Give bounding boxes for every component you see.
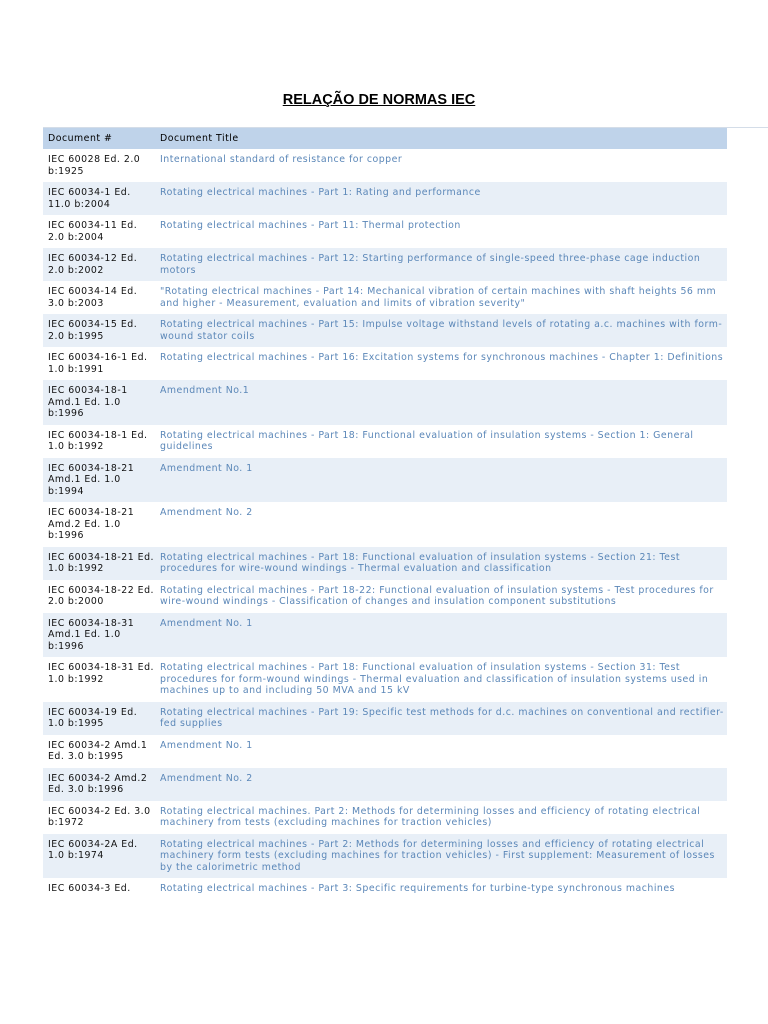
document-number: IEC 60034-19 Ed. 1.0 b:1995 — [43, 702, 155, 735]
document-title-link[interactable]: Rotating electrical machines - Part 19: Specific test methods for d.c. machines on conventional and rectifier-fed supplies — [155, 702, 727, 735]
iec-standards-table — [43, 128, 727, 900]
table-row — [43, 702, 727, 735]
table-row — [43, 613, 727, 658]
document-number: IEC 60034-15 Ed. 2.0 b:1995 — [43, 314, 155, 347]
document-title-link[interactable]: Amendment No. 1 — [155, 613, 727, 658]
document-number: IEC 60034-12 Ed. 2.0 b:2002 — [43, 248, 155, 281]
page-title: RELAÇÃO DE NORMAS IEC — [282, 92, 476, 108]
document-title-link[interactable]: Amendment No. 2 — [160, 507, 253, 518]
document-title-link[interactable]: Rotating electrical machines - Part 18: Functional evaluation of insulation systems - Section 21: Test procedures for wire-wound windings - Thermal evaluation and classification — [155, 547, 727, 580]
document-title-link[interactable]: Rotating electrical machines - Part 3: Specific requirements for turbine-type synchronous machines — [160, 883, 676, 894]
document-number: IEC 60034-1 Ed. 11.0 b:2004 — [43, 182, 155, 215]
document-title-link[interactable]: Rotating electrical machines - Part 11: Thermal protection — [160, 220, 461, 231]
table-row — [43, 580, 727, 613]
document-number: IEC 60034-18-22 Ed. 2.0 b:2000 — [48, 584, 154, 607]
table-row — [43, 281, 727, 314]
document-number: IEC 60034-2 Amd.1 Ed. 3.0 b:1995 — [48, 739, 148, 762]
table-row — [43, 215, 727, 248]
table-row — [43, 834, 727, 879]
document-number: IEC 60034-18-31 Amd.1 Ed. 1.0 b:1996 — [43, 613, 155, 658]
document-title-link[interactable]: Rotating electrical machines - Part 18: Functional evaluation of insulation systems - Section 31: Test procedures for form-wound windings - Thermal evaluation and classification of insulation systems used in machines up to and including 50 MVA and 15 kV — [160, 662, 709, 696]
document-title-link[interactable]: Rotating electrical machines. Part 2: Methods for determining losses and efficiency of rotating electrical machinery from tests (excluding machines for traction vehicles) — [160, 805, 701, 828]
document-title-link[interactable]: International standard of resistance for copper — [160, 154, 403, 165]
table-row — [43, 347, 727, 380]
table-row — [43, 657, 727, 702]
document-title-link[interactable]: Rotating electrical machines - Part 1: Rating and performance — [155, 182, 727, 215]
document-number: IEC 60034-2 Amd.2 Ed. 3.0 b:1996 — [43, 768, 155, 801]
document-number: IEC 60034-14 Ed. 3.0 b:2003 — [48, 286, 138, 309]
document-title-link[interactable]: Rotating electrical machines - Part 18-22: Functional evaluation of insulation systems - Test procedures for wire-wound windings - Classification of changes and insulation component substitutions — [160, 584, 714, 607]
document-title-link[interactable]: Rotating electrical machines - Part 15: Impulse voltage withstand levels of rotating a.c. machines with form-wound stator coils — [155, 314, 727, 347]
table-row — [43, 502, 727, 547]
document-title-link[interactable]: Rotating electrical machines - Part 16: Excitation systems for synchronous machines - Chapter 1: Definitions — [160, 352, 724, 363]
document-title-link[interactable]: Amendment No.1 — [155, 380, 727, 425]
document-title-link[interactable]: Amendment No. 1 — [155, 458, 727, 503]
table-header-row — [43, 128, 727, 149]
document-number: IEC 60034-18-1 Amd.1 Ed. 1.0 b:1996 — [43, 380, 155, 425]
table-row — [43, 547, 727, 580]
table-row — [43, 878, 727, 900]
document-number: IEC 60034-18-21 Ed. 1.0 b:1992 — [43, 547, 155, 580]
document-number: IEC 60034-2 Ed. 3.0 b:1972 — [48, 805, 151, 828]
document-number: IEC 60034-3 Ed. — [48, 883, 131, 894]
document-number: IEC 60034-18-21 Amd.1 Ed. 1.0 b:1994 — [43, 458, 155, 503]
table-row — [43, 801, 727, 834]
table-row — [43, 314, 727, 347]
document-title-link[interactable]: Amendment No. 2 — [155, 768, 727, 801]
table-row — [43, 735, 727, 768]
table-row — [43, 149, 727, 182]
column-header-number: Document # — [43, 128, 155, 149]
document-number: IEC 60034-18-21 Amd.2 Ed. 1.0 b:1996 — [48, 507, 135, 541]
document-title-link[interactable]: Amendment No. 1 — [160, 739, 253, 751]
table-row — [43, 248, 727, 281]
document-number: IEC 60034-18-31 Ed. 1.0 b:1992 — [48, 662, 154, 685]
table-row — [43, 182, 727, 215]
document-title-link[interactable]: Rotating electrical machines - Part 12: Starting performance of single-speed three-phase cage induction motors — [155, 248, 727, 281]
document-number: IEC 60034-18-1 Ed. 1.0 b:1992 — [48, 429, 148, 452]
table-row — [43, 425, 727, 458]
table-row — [43, 458, 727, 503]
document-title-link[interactable]: Rotating electrical machines - Part 18: Functional evaluation of insulation systems - Section 1: General guidelines — [160, 429, 694, 452]
table-row — [43, 768, 727, 801]
document-number: IEC 60034-16-1 Ed. 1.0 b:1991 — [48, 352, 148, 375]
document-number: IEC 60028 Ed. 2.0 b:1925 — [48, 154, 141, 177]
table-row — [43, 380, 727, 425]
document-number: IEC 60034-11 Ed. 2.0 b:2004 — [48, 220, 138, 243]
document-number: IEC 60034-2A Ed. 1.0 b:1974 — [43, 834, 155, 879]
document-title-link[interactable]: "Rotating electrical machines - Part 14: Mechanical vibration of certain machines with shaft heights 56 mm and higher - Measurement, evaluation and limits of vibration severity" — [160, 286, 717, 309]
column-header-title: Document Title — [155, 128, 727, 149]
document-title-link[interactable]: Rotating electrical machines - Part 2: Methods for determining losses and efficiency of rotating electrical machinery form tests (excluding machines for traction vehicles) - First supplement: Measurement of losses by the calorimetric method — [155, 834, 727, 879]
